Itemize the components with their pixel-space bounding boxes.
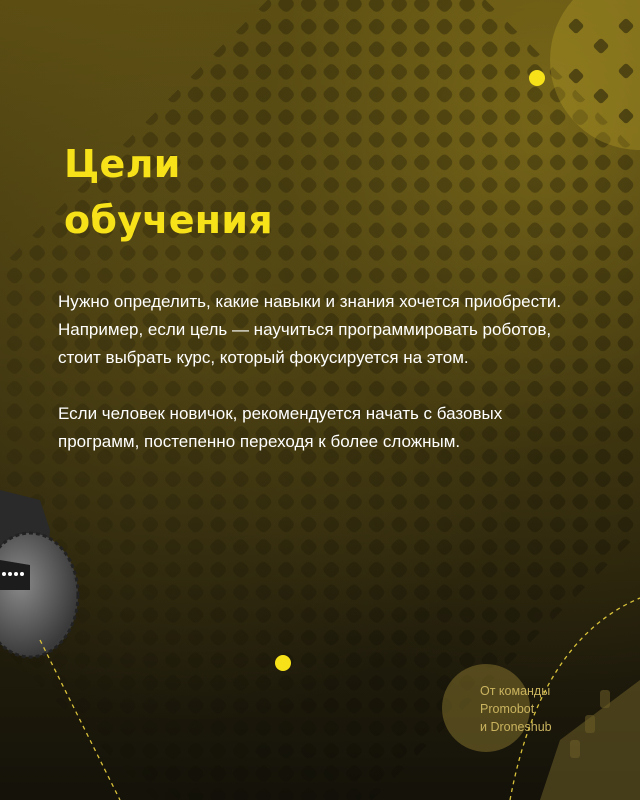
title-line-1: Цели xyxy=(64,142,181,186)
yellow-dot-top xyxy=(529,70,545,86)
page-title xyxy=(64,136,273,248)
paragraph-2: Если человек новичок, рекомендуется начать с базовых программ, постепенно переходя к более сложным. xyxy=(58,404,503,451)
credit-line-3: и Droneshub xyxy=(480,720,552,734)
credit-text xyxy=(480,682,552,736)
title-line-2: обучения xyxy=(64,198,273,242)
body-text xyxy=(58,288,578,484)
paragraph-1: Нужно определить, какие навыки и знания хочется приобрести. Например, если цель — научиться программировать роботов, стоит выбрать курс, который фокусируется на этом. xyxy=(58,292,562,367)
credit-line-1: От команды xyxy=(480,684,551,698)
credit-line-2: Promobot xyxy=(480,702,535,716)
yellow-dot-bottom xyxy=(275,655,291,671)
decorative-gear-bottom xyxy=(540,680,640,800)
